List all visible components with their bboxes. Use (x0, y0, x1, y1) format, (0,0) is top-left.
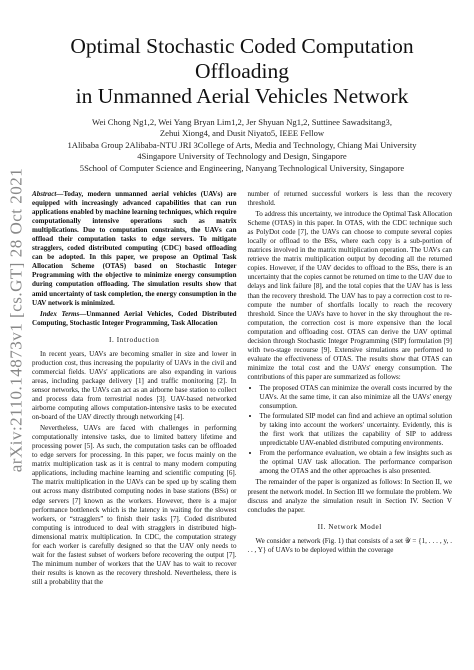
section-heading-network-model: II. Network Model (317, 522, 382, 531)
affiliation-line: 4Singapore University of Technology and Design, Singapore (137, 151, 347, 162)
paragraph: In recent years, UAVs are becoming smaller in size and lower in production cost, thus increasing the popularity of UAVs in the civil and commercial fields. UAVs' applications are also expanding in various areas, including package delivery [1] and traffic monitoring [2]. In sensor networks, the UAVs can act as an airborne base station to collect and process data from terrestrial nodes [3]. UAV-based networked airborne computing allows computation-intensive tasks to be executed on-board of the UAV directly through networking [4]. (32, 349, 237, 422)
paper-title (32, 34, 452, 109)
title-line-1: Optimal Stochastic Coded Computation Offloading (70, 34, 414, 83)
paragraph: Nevertheless, UAVs are faced with challenges in performing computationally intensive tasks, due to limited battery lifetime and processing power [5]. As such, the computation tasks can be offloaded to edge servers for processing. In this paper, we focus mainly on the matrix multiplication task as it is central to many modern computing applications, including machine learning and scientific computing [6]. The matrix multiplication in the UAVs can be sped up by scaling them out across many distributed computing nodes in base stations (BSs) or edge servers [7] known as the workers. However, there is a major performance bottleneck which is the latency in waiting for the slowest workers, or “stragglers” to finish their tasks [7]. Coded distributed computing is introduced to deal with stragglers in distributed high-dimensional matrix multiplication. In CDC, the computation strategy for each worker is carefully designed so that the UAV only needs to wait for the fastest subset of workers before recovering the output [7]. The minimum number of workers that the UAV has to wait to recover their results is known as the recovery threshold. Nevertheless, there is still a probability that the (32, 424, 237, 586)
index-terms-label: Index Terms (40, 309, 80, 318)
affiliation-line: 1Alibaba Group 2Alibaba-NTU JRI 3College of Arts, Media and Technology, Chiang Mai University (67, 139, 417, 150)
index-terms-text: —Unmanned Aerial Vehicles, Coded Distributed Computing, Stochastic Integer Programming, Task Allocation (32, 309, 237, 327)
abstract-label: Abstract (32, 190, 57, 198)
section-heading-introduction: I. Introduction (108, 335, 160, 344)
list-item: • The formulated SIP model can find and achieve an optimal solution by taking into account the workers' uncertainty. Evidently, this is the first work that utilizes the capability of SIP to address unpredictable UAV-enabled distributed computing environments. (260, 412, 453, 448)
arxiv-stamp (4, 150, 28, 490)
right-column (248, 190, 453, 589)
author-block (32, 117, 452, 174)
paper-page (32, 34, 452, 586)
list-item: • From the performance evaluation, we obtain a few insights such as the optimal UAV task allocation. The performance comparison among the OTAS and the other approaches is also presented. (260, 449, 453, 476)
title-line-2: in Unmanned Aerial Vehicles Network (75, 84, 409, 108)
affiliation-line: 5School of Computer Science and Engineering, Nanyang Technological University, Singapore (79, 162, 405, 173)
body-columns (32, 190, 452, 589)
abstract (32, 190, 237, 308)
author-line: Wei Chong Ng1,2, Wei Yang Bryan Lim1,2, Jer Shyuan Ng1,2, Suttinee Sawadsitang3, (92, 117, 392, 127)
index-terms (32, 310, 237, 328)
left-column (32, 190, 237, 589)
abstract-text: —Today, modern unmanned aerial vehicles (UAVs) are equipped with increasingly advanced capabilities that can run applications enabled by machine learning techniques, which require computationally intensive operations such as matrix multiplications. Due to computation constraints, the UAVs can offload their computation tasks to edge servers. To mitigate stragglers, coded distributed computing (CDC) based offloading can be adopted. In this paper, we propose an Optimal Task Allocation Scheme (OTAS) based on Stochastic Integer Programming with the objective to minimize energy consumption during computation offloading. The simulation results show that amid uncertainty of task completion, the energy consumption in the UAV network is minimized. (32, 190, 237, 307)
contributions-list (248, 384, 453, 476)
paragraph: number of returned successful workers is less than the recovery threshold. (247, 190, 452, 208)
list-item: • The proposed OTAS can minimize the overall costs incurred by the UAVs. At the same time, it can also minimize all the UAVs' energy consumption. (260, 384, 453, 411)
author-line: Zehui Xiong4, and Dusit Niyato5, IEEE Fellow (159, 128, 325, 139)
paragraph: We consider a network (Fig. 1) that consists of a set 𝒴 = {1, . . . , y, . . . , Y} of UAVs to be deployed within the coverage (247, 536, 452, 554)
paragraph: To address this uncertainty, we introduce the Optimal Task Allocation Scheme (OTAS) in this paper. In OTAS, with the CDC technique such as PolyDot code [7], the UAVs can choose to compute several copies locally or offload to the BSs, where each copy is a sub-portion of matrices involved in the matrix multiplication operation. The UAVs can retrieve the matrix multiplication output by decoding all the returned copies. However, if the UAV decides to offload to the BSs, there is an uncertainty that the copies cannot be returned on time to the UAV due to delays and link failure [8], and the total copies that the UAV has is less than the recovery threshold. The UAV has to pay a correction cost to re-compute the number of shortfalls locally to reach the recovery threshold. Since the UAVs have to hover in the sky throughout the re-computation, the correction cost is more expensive than the local computation and offloading cost. OTAS can derive the UAV optimal decision through Stochastic Integer Programming (SIP) formulation [9] with two-stage recourse [9]. Extensive simulations are performed to evaluate the effectiveness of OTAS. The results show that OTAS can minimize the total cost and the UAVs' energy consumption. The contributions of this paper are summarized as follows: (247, 210, 452, 381)
paragraph: The remainder of the paper is organized as follows: In Section II, we present the network model. In Section III we formulate the problem. We discuss and analyze the simulation result in Section IV. Section V concludes the paper. (247, 478, 452, 514)
arxiv-stamp-text: arXiv:2110.14873v1 [cs.GT] 28 Oct 2021 (6, 167, 25, 473)
